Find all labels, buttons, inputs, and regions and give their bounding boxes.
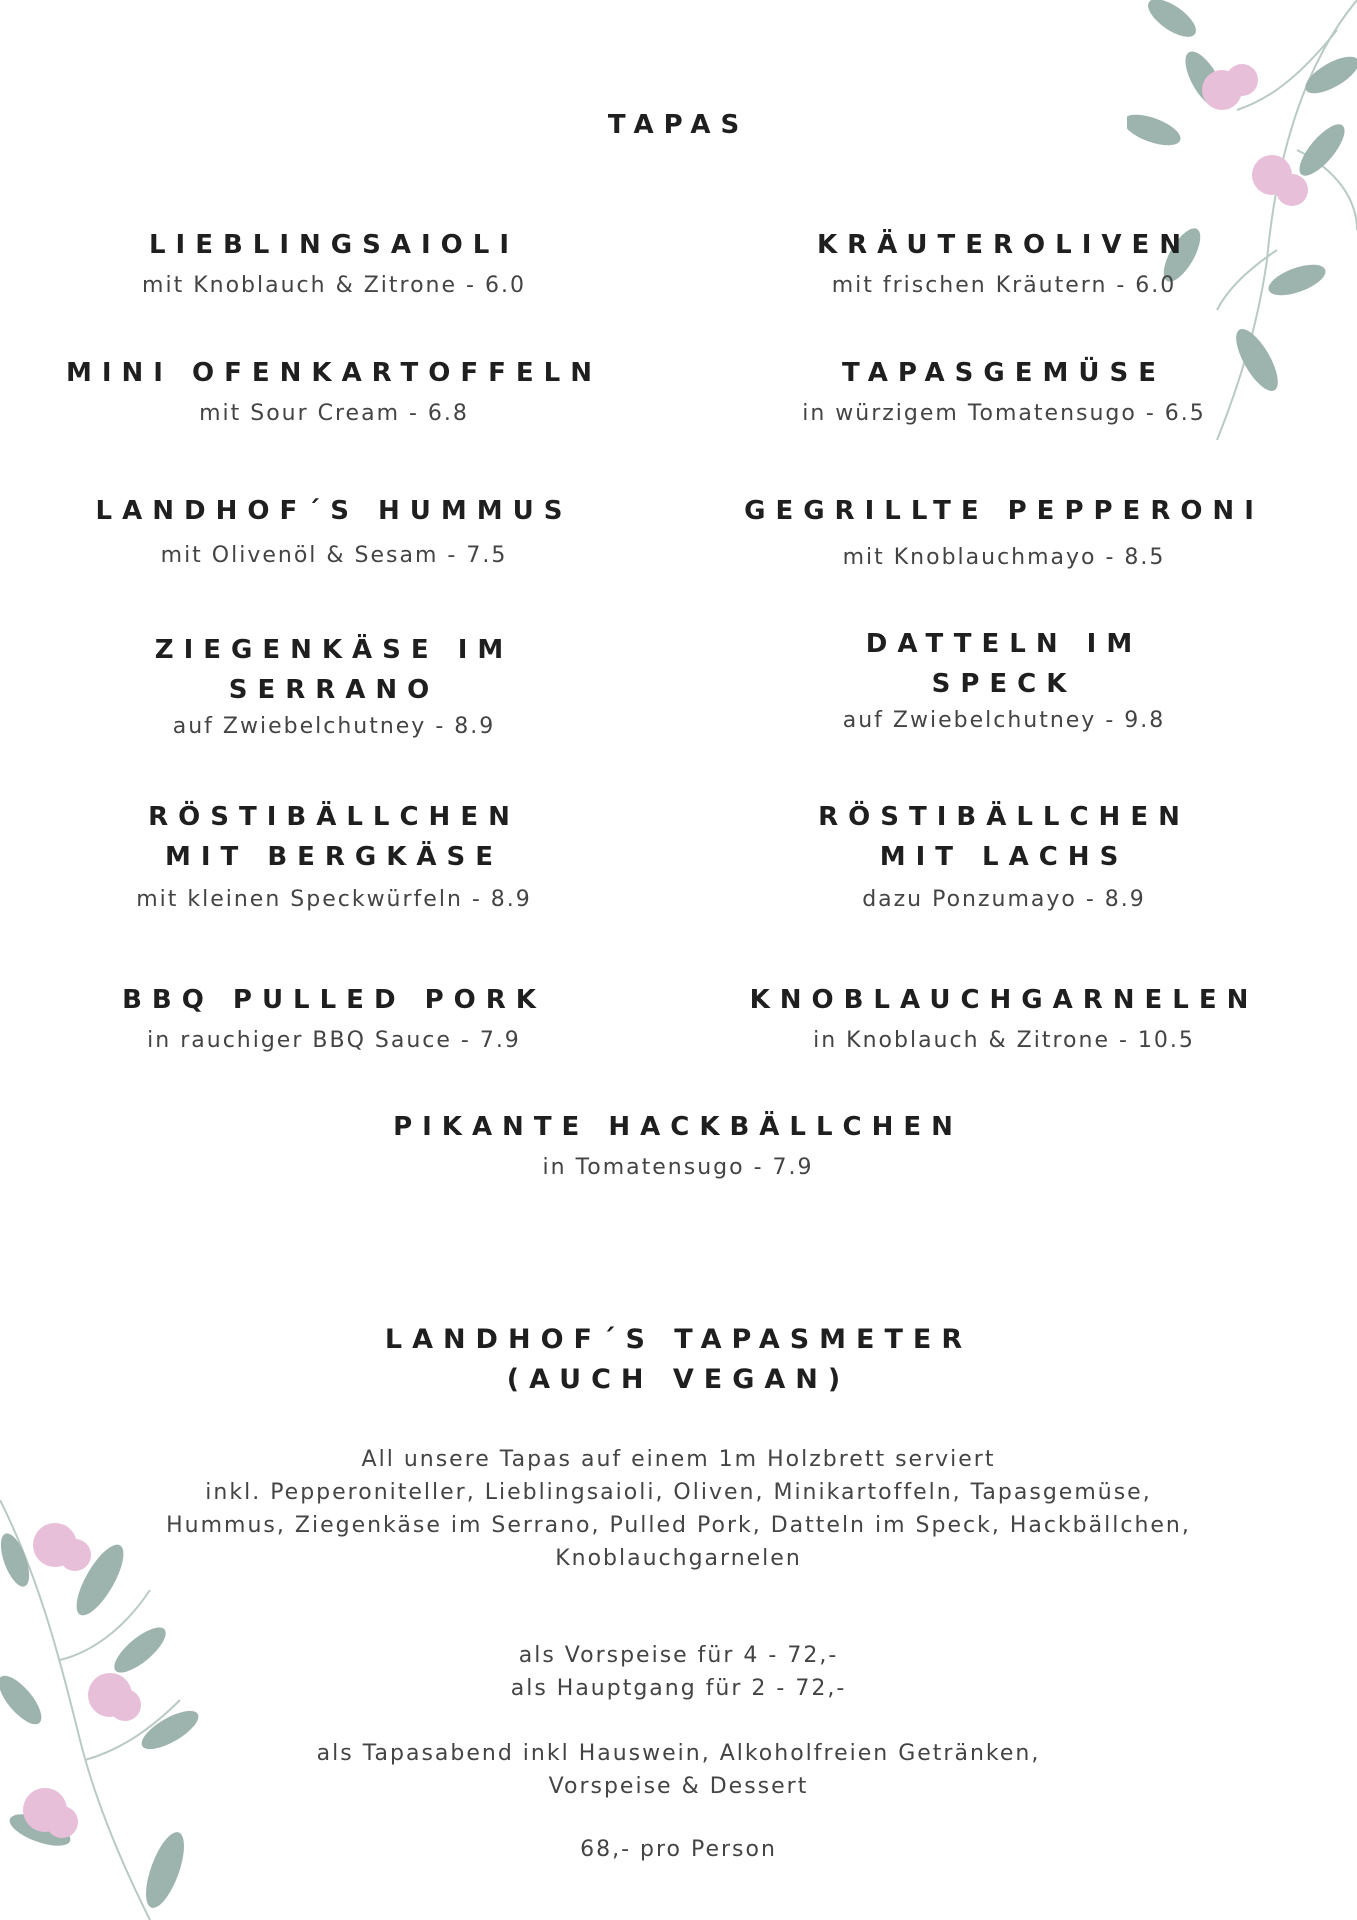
- menu-item: [14, 353, 654, 429]
- evening-line: Vorspeise & Dessert: [548, 1774, 809, 1799]
- item-name: LANDHOF´S HUMMUS: [95, 496, 573, 526]
- menu-item: [684, 980, 1324, 1056]
- item-name: KRÄUTEROLIVEN: [816, 230, 1192, 260]
- menu-item: [784, 797, 1224, 915]
- item-name: PIKANTE HACKBÄLLCHEN: [393, 1112, 963, 1142]
- item-description: in Tomatensugo - 7.9: [542, 1155, 814, 1180]
- menu-item: [14, 491, 654, 571]
- item-name: RÖSTIBÄLLCHEN MIT LACHS: [818, 802, 1190, 872]
- section-title-line: LANDHOF´S TAPASMETER: [384, 1324, 973, 1355]
- description-line: All unsere Tapas auf einem 1m Holzbrett serviert: [361, 1447, 996, 1472]
- menu-item: [14, 225, 654, 301]
- section-title-line: (AUCH VEGAN): [506, 1364, 851, 1395]
- menu-item: [358, 1107, 998, 1183]
- tapasmeter-description: [80, 1443, 1277, 1575]
- description-line: Hummus, Ziegenkäse im Serrano, Pulled Pork, Datteln im Speck, Hackbällchen,: [166, 1513, 1191, 1538]
- item-description: dazu Ponzumayo - 8.9: [862, 887, 1146, 912]
- price-line: als Vorspeise für 4 - 72,-: [518, 1643, 839, 1668]
- menu-item: [684, 353, 1324, 429]
- per-person-price: 68,- pro Person: [580, 1837, 777, 1862]
- page-title: TAPAS: [607, 110, 750, 140]
- menu-item: [804, 624, 1204, 736]
- menu-item: [14, 980, 654, 1056]
- item-description: auf Zwiebelchutney - 9.8: [842, 708, 1166, 733]
- item-description: in würzigem Tomatensugo - 6.5: [802, 401, 1206, 426]
- item-description: mit Knoblauch & Zitrone - 6.0: [142, 273, 526, 298]
- item-name: MINI OFENKARTOFFELN: [66, 358, 602, 388]
- item-name: GEGRILLTE PEPPERONI: [744, 496, 1264, 526]
- section-title: [0, 1320, 1357, 1400]
- price-line: als Hauptgang für 2 - 72,-: [510, 1676, 847, 1701]
- item-description: in rauchiger BBQ Sauce - 7.9: [147, 1028, 521, 1053]
- item-name: TAPASGEMÜSE: [842, 358, 1166, 388]
- item-name: BBQ PULLED PORK: [122, 985, 546, 1015]
- tapasmeter-prices: [80, 1639, 1277, 1705]
- menu-item: [134, 630, 534, 742]
- item-description: mit Olivenöl & Sesam - 7.5: [160, 543, 508, 568]
- item-name: ZIEGENKÄSE IM SERRANO: [154, 635, 514, 705]
- tapasmeter-evening: [80, 1737, 1277, 1803]
- menu-item: [114, 797, 554, 915]
- description-line: Knoblauchgarnelen: [555, 1546, 802, 1571]
- menu-item: [684, 225, 1324, 301]
- description-line: inkl. Pepperoniteller, Lieblingsaioli, Oliven, Minikartoffeln, Tapasgemüse,: [205, 1480, 1152, 1505]
- item-description: auf Zwiebelchutney - 8.9: [172, 714, 496, 739]
- item-name: KNOBLAUCHGARNELEN: [749, 985, 1259, 1015]
- item-description: mit kleinen Speckwürfeln - 8.9: [136, 887, 532, 912]
- item-description: mit frischen Kräutern - 6.0: [831, 273, 1177, 298]
- evening-line: als Tapasabend inkl Hauswein, Alkoholfreien Getränken,: [316, 1741, 1041, 1766]
- item-name: DATTELN IM SPECK: [865, 629, 1143, 699]
- item-name: LIEBLINGSAIOLI: [148, 230, 520, 260]
- item-description: in Knoblauch & Zitrone - 10.5: [813, 1028, 1195, 1053]
- menu-item: [684, 491, 1324, 573]
- item-description: mit Sour Cream - 6.8: [199, 401, 469, 426]
- item-description: mit Knoblauchmayo - 8.5: [842, 545, 1166, 570]
- item-name: RÖSTIBÄLLCHEN MIT BERGKÄSE: [148, 802, 520, 872]
